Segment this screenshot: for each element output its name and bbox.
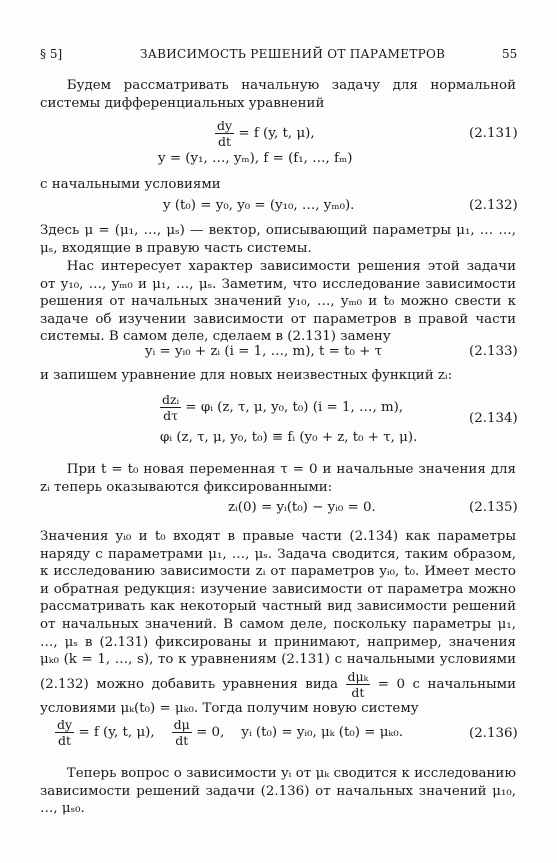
page-number: 55	[502, 47, 518, 61]
equation-number: (2.132)	[469, 198, 518, 213]
equation-number: (2.131)	[469, 126, 518, 141]
derivative-fraction: $\frac{\text{dzᵢ}}{d\tau}$	[162, 392, 180, 423]
equation-number: (2.135)	[469, 500, 518, 515]
paragraph-intro: Будем рассматривать начальную задачу для нормальной системы дифференциальных уравнений	[40, 78, 516, 111]
equation-number: (2.136)	[469, 726, 518, 741]
equation-2-131-line2: y = (y₁, …, yₘ), f = (f₁, …, fₘ)	[158, 151, 353, 166]
equation-number: (2.133)	[469, 344, 518, 359]
paragraph-conclusion: Теперь вопрос о зависимости yᵢ от μₖ сводится к исследованию зависимости решений задачи (2.136) от начальных значений μ₁₀, …, μₛ₀.	[40, 766, 516, 817]
equation-2-131-line1: $\frac{dy}{dt}$ = f (y, t, μ),	[217, 118, 315, 149]
paragraph-fixed-initial: При t = t₀ новая переменная τ = 0 и начальные значения для zᵢ теперь оказываются фиксированными:	[40, 462, 516, 495]
equation-2-134-line2: φᵢ (z, τ, μ, y₀, t₀) ≡ fᵢ (y₀ + z, t₀ + τ, μ).	[160, 430, 418, 445]
equation-2-133: yᵢ = yᵢ₀ + zᵢ (i = 1, …, m), t = t₀ + τ	[145, 344, 382, 359]
equation-2-135: zᵢ(0) = yᵢ(t₀) − yᵢ₀ = 0.	[228, 500, 376, 515]
paragraph-dependence: Нас интересует характер зависимости решения этой задачи от y₁₀, …, yₘ₀ и μ₁, …, μₛ. Заметим, что исследование зависимости решения от начальных значений y₁₀, …, yₘ₀ и t₀ можно свести к задаче об изучении зависимости от параметров в правой части системы. В самом деле, сделаем в (2.131) замену	[40, 259, 516, 345]
paragraph-parameters: Здесь μ = (μ₁, …, μₛ) — вектор, описывающий параметры μ₁, … …, μₛ, входящие в правую часть системы.	[40, 223, 516, 256]
section-mark: § 5]	[40, 47, 63, 61]
paragraph-reduction: Значения yᵢ₀ и t₀ входят в правые части (2.134) как параметры наряду с параметрами μ₁, …, μₛ. Задача сводится, таким образом, к исследованию зависимости zᵢ от параметров yᵢ₀, t₀. Имеет место и обратная редукция: изучение зависимости от параметра можно рассматривать как некоторый частный вид зависимости решений от начальных значений. В самом деле, поскольку параметры μ₁, …, μₛ в (2.131) фиксированы и принимают, например, значения μₖ₀ (k = 1, …, s), то к уравнениям (2.131) с начальными условиями (2.132) можно добавить уравнения вида $\frac{\text{dμₖ}}{dt}$ = 0 с начальными условиями μₖ(t₀) = μₖ₀. Тогда получим новую систему	[40, 529, 516, 716]
derivative-fraction: $\frac{dy}{dt}$	[217, 118, 233, 149]
paragraph-initial-conditions: с начальными условиями	[40, 177, 221, 192]
equation-2-134-line1: $\frac{\text{dzᵢ}}{d\tau}$ = φᵢ (z, τ, μ, y₀, t₀) (i = 1, …, m),	[162, 392, 404, 423]
paragraph-new-unknowns: и запишем уравнение для новых неизвестных функций zᵢ:	[40, 368, 453, 383]
equation-2-136: $\frac{dy}{dt}$ = f (y, t, μ), $\frac{d\mu}{dt}$ = 0, yᵢ (t₀) = yᵢ₀, μₖ (t₀) = μₖ₀.	[57, 717, 403, 748]
equation-number: (2.134)	[469, 411, 518, 426]
running-title: ЗАВИСИМОСТЬ РЕШЕНИЙ ОТ ПАРАМЕТРОВ	[140, 47, 446, 61]
inline-derivative-fraction: $\frac{\text{dμₖ}}{dt}$	[347, 668, 369, 700]
derivative-fraction: $\frac{d\mu}{dt}$	[173, 717, 190, 748]
derivative-fraction: $\frac{dy}{dt}$	[57, 717, 73, 748]
equation-2-132: y (t₀) = y₀, y₀ = (y₁₀, …, yₘ₀).	[163, 198, 355, 213]
